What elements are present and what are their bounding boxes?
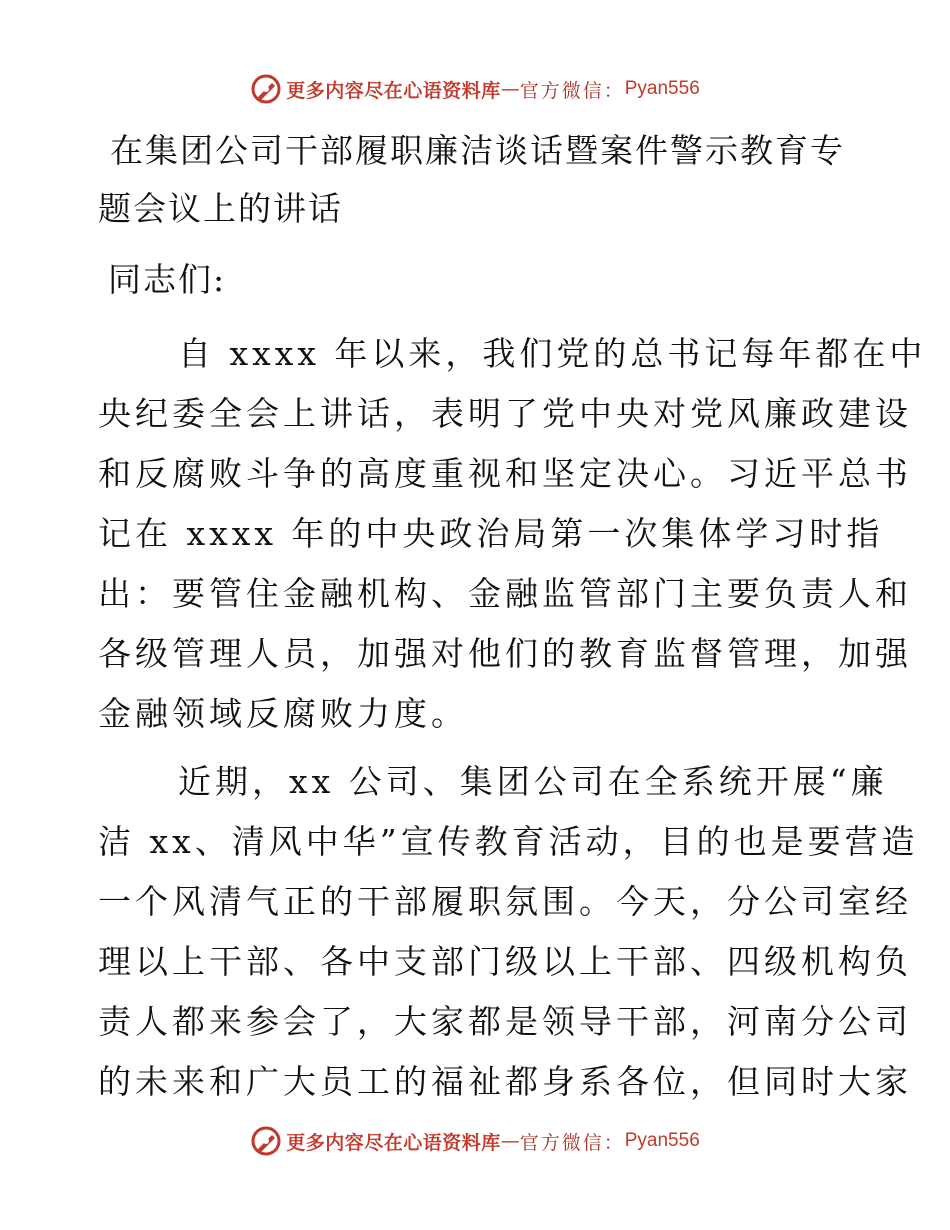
watermark-main-text: 更多内容尽在心语资料库 xyxy=(286,79,501,102)
watermark-separator: — xyxy=(500,78,520,100)
watermark-wechat-id: Pyan556 xyxy=(624,78,700,99)
paragraph-line: 出：要管住金融机构、金融监管部门主要负责人和 xyxy=(98,574,912,613)
paragraph-line: 和反腐败斗争的高度重视和坚定决心。习近平总书 xyxy=(98,454,912,493)
paragraph-line: 金融领域反腐败力度。 xyxy=(98,694,468,733)
paragraph-line: 各级管理人员，加强对他们的教育监督管理，加强 xyxy=(98,634,912,673)
title-line: 题会议上的讲话 xyxy=(98,189,343,228)
watermark-wechat-label: 官方微信： xyxy=(519,79,625,102)
body-paragraph xyxy=(98,752,919,1112)
title-line: 在集团公司干部履职廉洁谈话暨案件警示教育专 xyxy=(110,131,845,170)
paragraph-line: 自 xxxx 年以来，我们党的总书记每年都在中 xyxy=(178,334,927,373)
paragraph-line: 的未来和广大员工的福祉都身系各位，但同时大家 xyxy=(98,1062,912,1101)
paragraph-line: 洁 xx、清风中华”宣传教育活动，目的也是要营造 xyxy=(98,822,919,861)
paragraph-line: 央纪委全会上讲话，表明了党中央对党风廉政建设 xyxy=(98,394,912,433)
paragraph-line: 近期，xx 公司、集团公司在全系统开展“廉 xyxy=(178,762,888,801)
body-paragraph xyxy=(98,324,927,744)
paragraph-line: 记在 xxxx 年的中央政治局第一次集体学习时指 xyxy=(98,514,884,553)
pen-logo-icon xyxy=(250,1125,282,1157)
paragraph-line: 理以上干部、各中支部门级以上干部、四级机构负 xyxy=(98,942,912,981)
salutation: 同志们: xyxy=(108,260,227,299)
pen-logo-icon xyxy=(250,73,282,105)
paragraph-line: 责人都来参会了，大家都是领导干部，河南分公司 xyxy=(98,1002,912,1041)
watermark-wechat-id: Pyan556 xyxy=(624,1130,700,1151)
watermark-wechat-label: 官方微信： xyxy=(519,1131,625,1154)
watermark-main-text: 更多内容尽在心语资料库 xyxy=(286,1131,501,1154)
paragraph-line: 一个风清气正的干部履职氛围。今天，分公司室经 xyxy=(98,882,912,921)
watermark-header xyxy=(0,72,950,106)
watermark-separator: — xyxy=(500,1130,520,1152)
watermark-footer xyxy=(0,1124,950,1158)
document-title xyxy=(98,122,858,238)
